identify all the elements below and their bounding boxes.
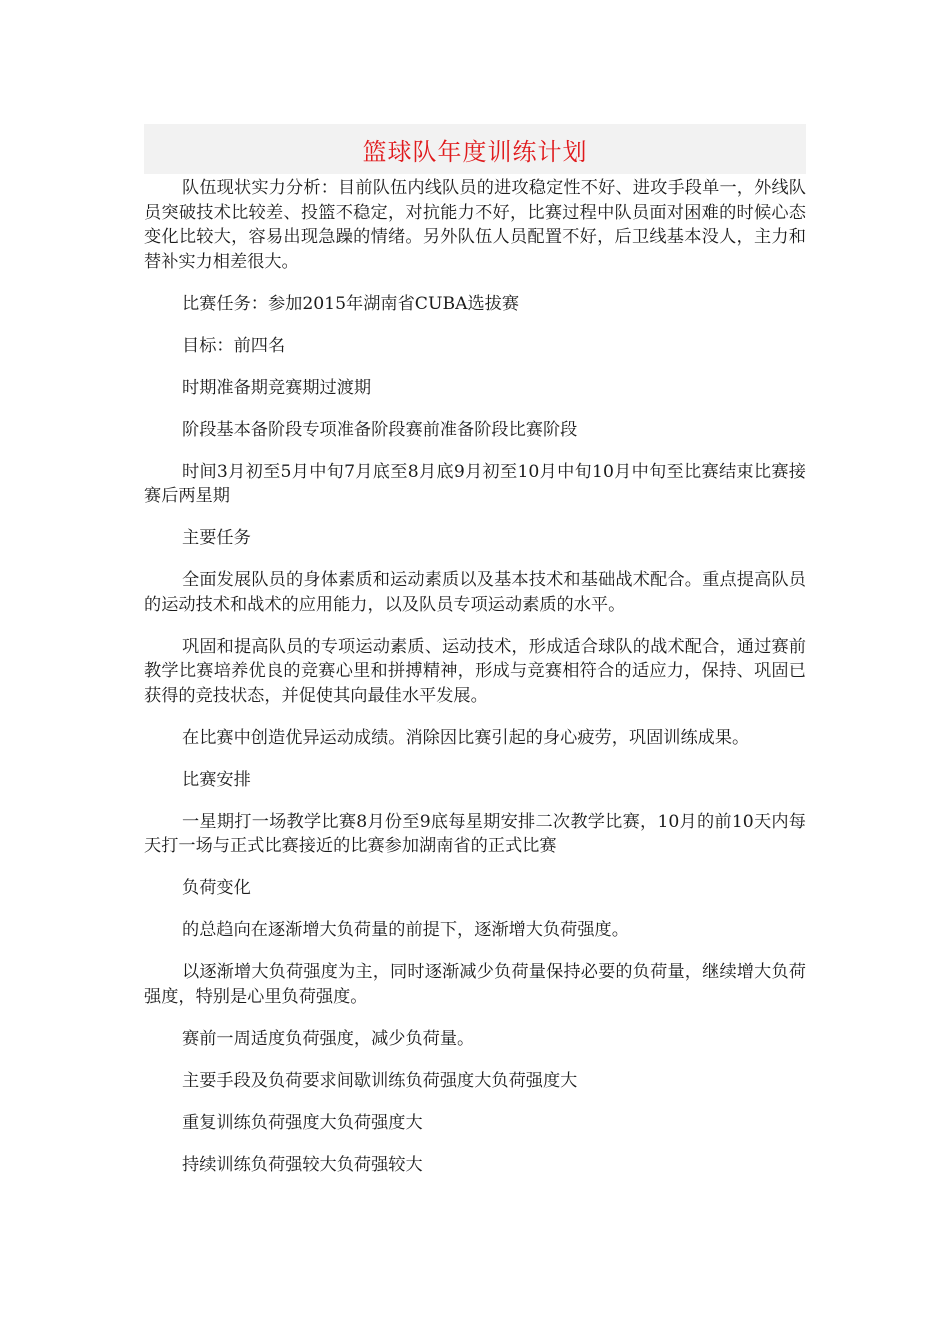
paragraph-time: 时间3月初至5月中旬7月底至8月底9月初至10月中旬10月中旬至比赛结束比赛接赛后两星期 xyxy=(144,461,806,506)
paragraph-task-1: 全面发展队员的身体素质和运动素质以及基本技术和基础战术配合。重点提高队员的运动技术和战术的应用能力，以及队员专项运动素质的水平。 xyxy=(144,570,806,615)
document-title: 篮球队年度训练计划 xyxy=(362,137,588,166)
paragraph-load-3: 赛前一周适度负荷强度，减少负荷量。 xyxy=(182,1028,475,1049)
paragraph-method-continuous: 持续训练负荷强较大负荷强较大 xyxy=(182,1154,423,1175)
paragraph-schedule: 一星期打一场教学比赛8月份至9底每星期安排二次教学比赛，10月的前10天内每天打一场与正式比赛接近的比赛参加湖南省的正式比赛 xyxy=(144,811,806,856)
paragraph-goal: 目标：前四名 xyxy=(182,335,286,356)
paragraph-load-2: 以逐渐增大负荷强度为主，同时逐渐减少负荷量保持必要的负荷量，继续增大负荷强度，特别是心里负荷强度。 xyxy=(144,962,806,1007)
paragraph-stages: 阶段基本备阶段专项准备阶段赛前准备阶段比赛阶段 xyxy=(182,419,578,440)
heading-main-tasks: 主要任务 xyxy=(182,528,251,548)
document-page xyxy=(144,124,806,1195)
paragraph-method-interval: 主要手段及负荷要求间歇训练负荷强度大负荷强度大 xyxy=(182,1070,578,1091)
paragraph-task-2: 巩固和提高队员的专项运动素质、运动技术，形成适合球队的战术配合，通过赛前教学比赛培养优良的竞赛心里和拼搏精神，形成与竞赛相符合的适应力，保持、巩固已获得的竞技状态，并促使其向最佳水平发展。 xyxy=(144,636,806,706)
heading-match-schedule: 比赛安排 xyxy=(182,769,251,790)
paragraph-task: 比赛任务：参加2015年湖南省CUBA选拔赛 xyxy=(182,293,520,314)
document-body xyxy=(144,176,806,1177)
paragraph-task-3: 在比赛中创造优异运动成绩。消除因比赛引起的身心疲劳，巩固训练成果。 xyxy=(182,727,750,748)
paragraph-load-1: 的总趋向在逐渐增大负荷量的前提下，逐渐增大负荷强度。 xyxy=(182,920,629,940)
paragraph-periods: 时期准备期竞赛期过渡期 xyxy=(182,377,372,398)
paragraph-analysis: 队伍现状实力分析：目前队伍内线队员的进攻稳定性不好、进攻手段单一，外线队员突破技术比较差、投篮不稳定，对抗能力不好，比赛过程中队员面对困难的时候心态变化比较大，容易出现急躁的情绪。另外队伍人员配置不好，后卫线基本没人，主力和替补实力相差很大。 xyxy=(144,178,806,272)
heading-load-change: 负荷变化 xyxy=(182,878,251,898)
paragraph-method-repeat: 重复训练负荷强度大负荷强度大 xyxy=(182,1112,423,1133)
title-bar xyxy=(144,124,806,174)
